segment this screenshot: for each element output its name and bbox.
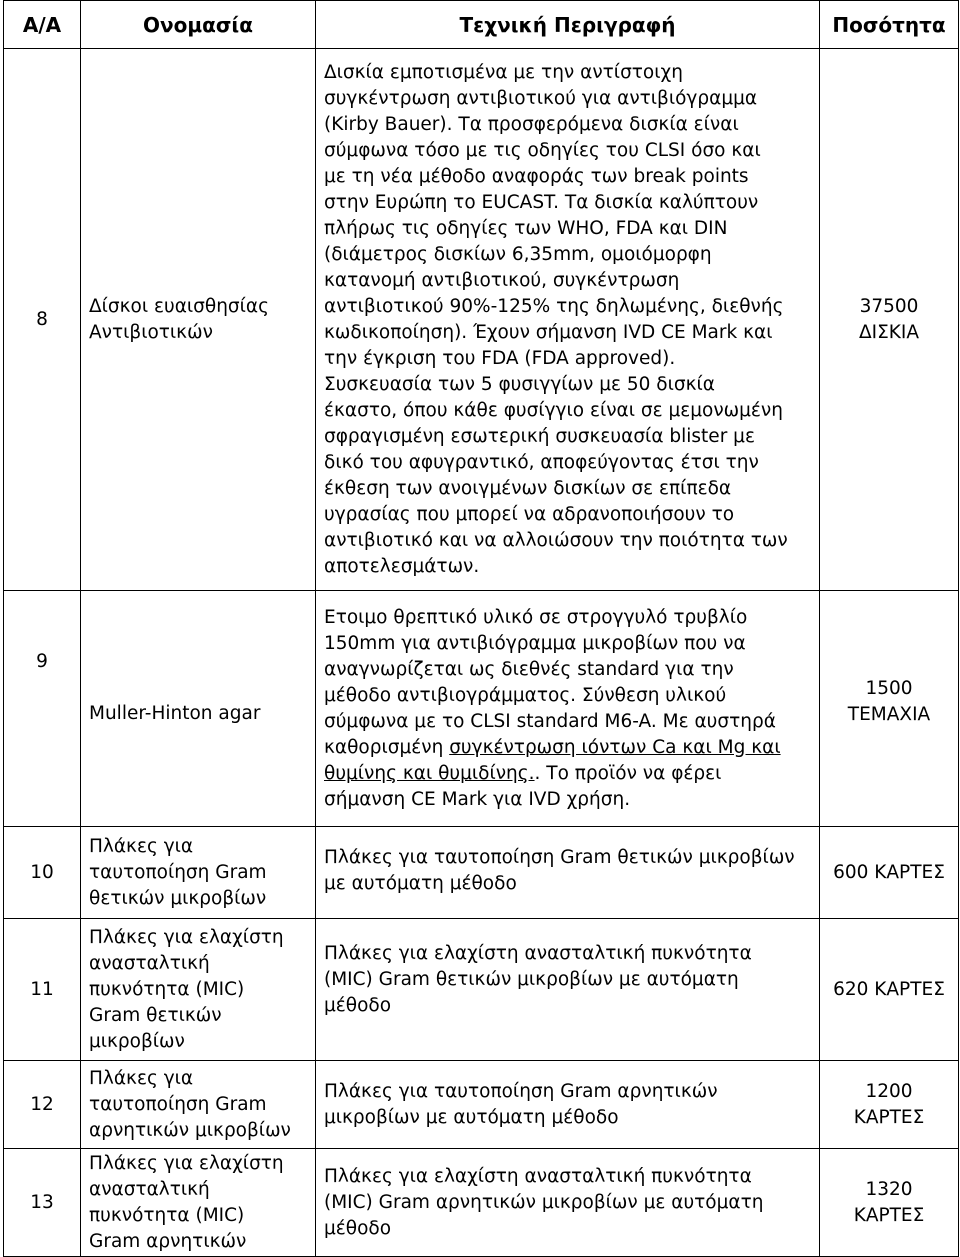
desc-line: συγκέντρωση αντιβιοτικού για αντιβιόγραμμα (324, 87, 758, 109)
qty-line: ΔΙΣΚΙΑ (858, 321, 920, 343)
desc-line: αναγνωρίζεται ως διεθνές standard για την (324, 658, 734, 680)
row-number: 11 (4, 919, 81, 1061)
name-line: Πλάκες για ελαχίστη (89, 926, 284, 948)
desc-line: Πλάκες για ελαχίστη ανασταλτική πυκνότητα (324, 943, 752, 964)
item-name (81, 1061, 316, 1149)
qty-line: 600 ΚΑΡΤΕΣ (833, 861, 945, 883)
item-description (316, 49, 820, 591)
header-quantity: Ποσότητα (820, 1, 959, 49)
item-description (316, 1061, 820, 1149)
name-line: Πλάκες για (89, 1067, 194, 1089)
item-name (81, 1149, 316, 1257)
desc-line: Δισκία εμποτισμένα με την αντίστοιχη (324, 61, 683, 83)
desc-line-mixed (324, 735, 811, 761)
specification-table (3, 0, 959, 1257)
desc-line: αντιβιοτικού 90%-125% της δηλωμένης, διεθνής (324, 295, 784, 317)
desc-line: σήμανση CE Mark για IVD χρήση. (324, 788, 631, 810)
item-description (316, 1149, 820, 1257)
name-line: θετικών μικροβίων (89, 887, 267, 909)
item-description (316, 827, 820, 919)
desc-line: με τη νέα μέθοδο αναφοράς των break points (324, 165, 749, 187)
name-line: Πλάκες για (89, 835, 194, 857)
qty-line: ΤΕΜΑΧΙΑ (847, 704, 931, 725)
desc-line: έκθεση των ανοιγμένων δισκίων σε επίπεδα (324, 477, 732, 499)
name-line: Gram αρνητικών (89, 1230, 247, 1252)
name-line: πυκνότητα (MIC) (89, 978, 245, 1000)
qty-line: ΚΑΡΤΕΣ (853, 1106, 925, 1128)
desc-line: στην Ευρώπη το EUCAST. Τα δισκία καλύπτουν (324, 191, 759, 213)
item-name (81, 919, 316, 1061)
name-line: ταυτοποίηση Gram (89, 1093, 267, 1115)
table-row (4, 1149, 959, 1257)
desc-line: Πλάκες για ελαχίστη ανασταλτική πυκνότητα (324, 1165, 752, 1187)
item-quantity (820, 1061, 959, 1149)
row-number: 9 (4, 591, 81, 827)
name-line: πυκνότητα (MIC) (89, 1204, 245, 1226)
item-name (81, 591, 316, 827)
qty-line: 620 ΚΑΡΤΕΣ (833, 978, 945, 1000)
desc-line: υγρασίας που μπορεί να αδρανοποιήσουν το (324, 503, 735, 525)
desc-line-mixed (324, 761, 811, 787)
desc-line: (MIC) Gram αρνητικών μικροβίων με αυτόματη (324, 1191, 764, 1213)
name-line: Αντιβιοτικών (89, 321, 213, 343)
item-quantity (820, 827, 959, 919)
desc-line: Ετοιμο θρεπτικό υλικό σε στρογγυλό τρυβλίο (324, 606, 748, 628)
table-row (4, 919, 959, 1061)
qty-line: ΚΑΡΤΕΣ (853, 1204, 925, 1226)
desc-line: σύμφωνα με το CLSI standard M6-A. Με αυστηρά (324, 710, 776, 732)
item-description (316, 919, 820, 1061)
name-line: Δίσκοι ευαισθησίας (89, 295, 269, 317)
item-description (316, 591, 820, 827)
name-line: Gram θετικών (89, 1004, 222, 1026)
desc-line: (Kirby Bauer). Τα προσφερόμενα δισκία είναι (324, 113, 739, 135)
desc-text: . Το προϊόν να φέρει (534, 762, 722, 784)
name-line: μικροβίων (89, 1030, 185, 1052)
table-row (4, 827, 959, 919)
desc-line: την έγκριση του FDA (FDA approved). (324, 347, 676, 369)
item-quantity (820, 591, 959, 827)
desc-text: καθορισμένη (324, 736, 450, 758)
desc-line: Συσκευασία των 5 φυσιγγίων με 50 δισκία (324, 373, 715, 395)
underlined-text: θυμίνης και θυμιδίνης. (324, 762, 535, 784)
desc-line: (MIC) Gram θετικών μικροβίων με αυτόματη (324, 969, 739, 990)
qty-line: 1320 (865, 1178, 913, 1200)
desc-line: κατανομή αντιβιοτικού, συγκέντρωση (324, 269, 680, 291)
item-quantity (820, 49, 959, 591)
desc-line: μικροβίων με αυτόματη μέθοδο (324, 1106, 619, 1128)
desc-line: Πλάκες για ταυτοποίηση Gram θετικών μικροβίων (324, 847, 795, 868)
header-aa: Α/Α (4, 1, 81, 49)
desc-line: (διάμετρος δισκίων 6,35mm, ομοιόμορφη (324, 243, 712, 265)
row-number: 13 (4, 1149, 81, 1257)
item-quantity (820, 919, 959, 1061)
qty-line: 1200 (865, 1080, 913, 1102)
desc-line: κωδικοποίηση). Έχουν σήμανση IVD CE Mark και (324, 321, 773, 343)
desc-line: σύμφωνα τόσο με τις οδηγίες του CLSI όσο και (324, 139, 761, 161)
row-number: 8 (4, 49, 81, 591)
desc-line: πλήρως τις οδηγίες των WHO, FDA και DIN (324, 217, 728, 239)
table-row (4, 1061, 959, 1149)
header-name: Ονομασία (81, 1, 316, 49)
desc-line: Πλάκες για ταυτοποίηση Gram αρνητικών (324, 1080, 718, 1102)
name-line: ταυτοποίηση Gram (89, 861, 267, 883)
name-line: Πλάκες για ελαχίστη (89, 1152, 284, 1174)
table-row (4, 49, 959, 591)
desc-line: σφραγισμένη εσωτερική συσκευασία blister με (324, 425, 755, 447)
row-number: 12 (4, 1061, 81, 1149)
desc-line: μέθοδο (324, 1217, 392, 1239)
desc-line: με αυτόματη μέθοδο (324, 873, 517, 894)
table-row (4, 591, 959, 827)
desc-line: αντιβιοτικό και να αλλοιώσουν την ποιότητα των (324, 529, 788, 551)
underlined-text: συγκέντρωση ιόντων Ca και Mg και (449, 736, 781, 758)
name-line: ανασταλτική (89, 1178, 210, 1200)
desc-line: 150mm για αντιβιόγραμμα μικροβίων που να (324, 632, 746, 654)
item-name (81, 49, 316, 591)
name-line: αρνητικών μικροβίων (89, 1119, 291, 1141)
desc-line: μέθοδο (324, 995, 392, 1016)
name-line: ανασταλτική (89, 952, 210, 974)
row-number: 10 (4, 827, 81, 919)
desc-line: αποτελεσμάτων. (324, 555, 480, 577)
qty-line: 37500 (859, 295, 919, 317)
item-name (81, 827, 316, 919)
desc-line: δικό του αφυγραντικό, αποφεύγοντας έτσι την (324, 451, 759, 473)
qty-line: 1500 (865, 678, 913, 699)
desc-line: έκαστο, όπου κάθε φυσίγγιο είναι σε μεμονωμένη (324, 399, 783, 421)
item-quantity (820, 1149, 959, 1257)
header-description: Τεχνική Περιγραφή (316, 1, 820, 49)
name-line: Muller-Hinton agar (89, 703, 261, 724)
desc-line: μέθοδο αντιβιογράμματος. Σύνθεση υλικού (324, 684, 727, 706)
table-header-row (4, 1, 959, 49)
